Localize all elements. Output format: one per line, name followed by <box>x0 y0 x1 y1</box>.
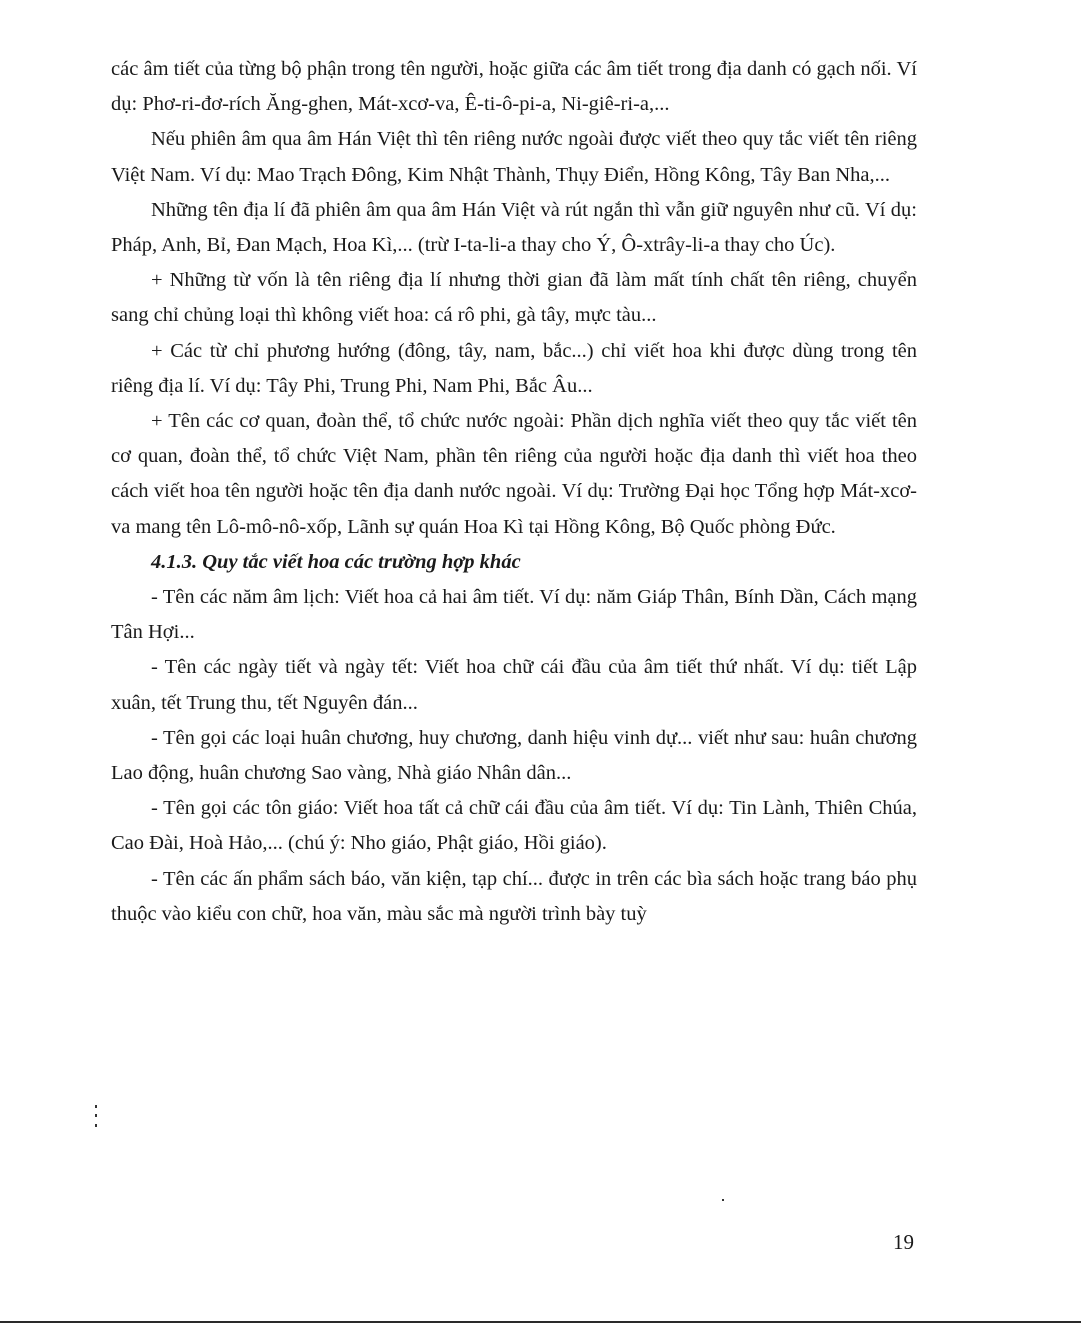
paragraph-religions: - Tên gọi các tôn giáo: Viết hoa tất cả chữ cái đầu của âm tiết. Ví dụ: Tin Lành, Thiên Chúa, Cao Đài, Hoà Hảo,... (chú ý: Nho giáo, Phật giáo, Hồi giáo). <box>111 797 917 855</box>
bottom-edge-line <box>0 1321 1081 1323</box>
paragraph-publications: - Tên các ấn phẩm sách báo, văn kiện, tạp chí... được in trên các bìa sách hoặc trang báo phụ thuộc vào kiểu con chữ, hoa văn, màu sắc mà người trình bày tuỳ <box>111 867 917 925</box>
scan-speck <box>95 1114 97 1117</box>
paragraph-sino-vietnamese-names: Nếu phiên âm qua âm Hán Việt thì tên riêng nước ngoài được viết theo quy tắc viết tên riêng Việt Nam. Ví dụ: Mao Trạch Đông, Kim Nhật Thành, Thụy Điển, Hồng Kông, Tây Ban Nha,... <box>111 128 917 186</box>
paragraph-shortened-place-names: Những tên địa lí đã phiên âm qua âm Hán Việt và rút ngắn thì vẫn giữ nguyên như cũ. Ví dụ: Pháp, Anh, Bỉ, Đan Mạch, Hoa Kì,... (trừ I-ta-li-a thay cho Ý, Ô-xtrây-li-a thay cho Úc). <box>111 198 917 257</box>
scan-speck <box>95 1124 97 1127</box>
scan-speck <box>722 1199 724 1201</box>
paragraph-continuation: các âm tiết của từng bộ phận trong tên người, hoặc giữa các âm tiết trong địa danh có gạch nối. Ví dụ: Phơ-ri-đơ-rích Ăng-ghen, Mát-xcơ-va, Ê-ti-ô-pi-a, Ni-giê-ri-a,... <box>111 58 917 116</box>
paragraph-common-nouns-from-places: + Những từ vốn là tên riêng địa lí nhưng thời gian đã làm mất tính chất tên riêng, chuyển sang chỉ chủng loại thì không viết hoa: cá rô phi, gà tây, mực tàu... <box>111 269 917 327</box>
paragraph-lunar-years: - Tên các năm âm lịch: Viết hoa cả hai âm tiết. Ví dụ: năm Giáp Thân, Bính Dần, Cách mạng Tân Hợi... <box>111 586 917 644</box>
paragraph-festivals: - Tên các ngày tiết và ngày tết: Viết hoa chữ cái đầu của âm tiết thứ nhất. Ví dụ: tiết Lập xuân, tết Trung thu, tết Nguyên đán... <box>111 656 917 714</box>
paragraph-directions: + Các từ chỉ phương hướng (đông, tây, nam, bắc...) chỉ viết hoa khi được dùng trong tên riêng địa lí. Ví dụ: Tây Phi, Trung Phi, Nam Phi, Bắc Âu... <box>111 339 917 397</box>
paragraph-medals: - Tên gọi các loại huân chương, huy chương, danh hiệu vinh dự... viết như sau: huân chương Lao động, huân chương Sao vàng, Nhà giáo Nhân dân... <box>111 726 917 785</box>
section-heading: 4.1.3. Quy tắc viết hoa các trường hợp khác <box>151 550 521 573</box>
page-number: 19 <box>893 1230 914 1254</box>
paragraph-foreign-organizations: + Tên các cơ quan, đoàn thể, tổ chức nước ngoài: Phần dịch nghĩa viết theo quy tắc viết tên cơ quan, đoàn thể, tổ chức Việt Nam, phần tên riêng của người hoặc địa danh thì viết hoa theo cách viết hoa tên người hoặc tên địa danh nước ngoài. Ví dụ: Trường Đại học Tổng hợp Mát-xcơ-va mang tên Lô-mô-nô-xốp, Lãnh sự quán Hoa Kì tại Hồng Kông, Bộ Quốc phòng Đức. <box>111 410 917 538</box>
page-body <box>111 52 917 932</box>
scan-speck <box>95 1105 97 1108</box>
